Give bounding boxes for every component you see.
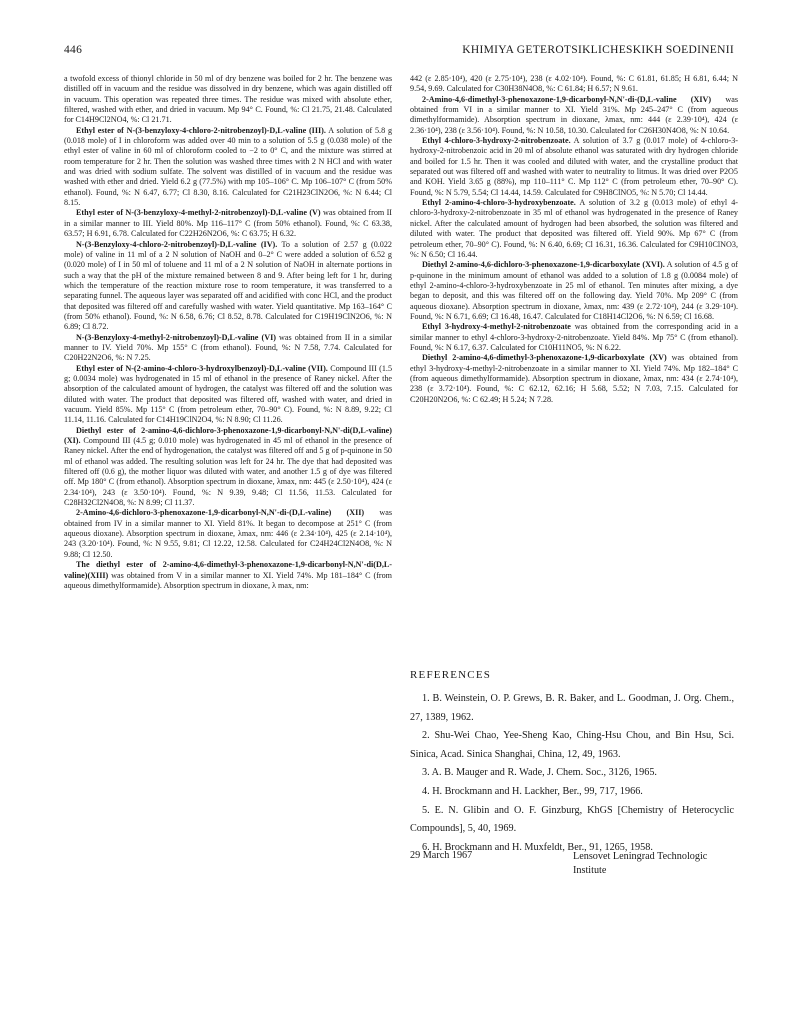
- paragraph-text: was obtained from II in a similar manner to IV. Yield 70%. Mp 155° C (from ethanol). Found, %: N 7.58, 7.74. Calculated for C20H22N2O6, %: N 7.25.: [64, 332, 392, 363]
- paragraph-text: To a solution of 2.57 g (0.022 mole) of valine in 11 ml of a 2 N solution of NaOH and 0–2° C were added a solution of 6.52 g (0.020 mole) of I in 50 ml of toluene and 11 ml of a 2 N solution of NaOH in alternate portions in such a way that the pH of the mixture remained between 8 and 9. After being left for 1 hr, during which the temperature of the reaction mixture rose to room temperature, it was transferred to a separating funnel. The aqueous layer was separated off and acidified with conc HCl, and the product that deposited was filtered off and carefully washed with water. Yield quantitative. Mp 163–164° C (from 50% ethanol). Found, %: N 6.58, 6.76; Cl 8.52, 8.78. Calculated for C19H19ClN2O6, %: N 6.89; Cl 8.72.: [64, 239, 392, 332]
- reference-item: 1. B. Weinstein, O. P. Grews, B. R. Baker, and L. Goodman, J. Org. Chem., 27, 1389, 1962.: [410, 693, 734, 723]
- reference-item: 2. Shu-Wei Chao, Yee-Sheng Kao, Ching-Hsu Chou, and Bin Hsu, Sci. Sinica, Acad. Sinica Shanghai, China, 12, 49, 1963.: [410, 730, 734, 760]
- paragraph: [64, 208, 392, 239]
- paragraph: [64, 74, 392, 126]
- paragraph-text: was obtained from IV in a similar manner to XI. Yield 81%. It began to decompose at 251° C (from aqueous dioxane). Absorption spectrum in dioxane, λmax, nm: 446 (ε 2.34·10⁴), 425 (ε 2.14·10⁴), 243 (3.20·10⁴). Found, %: N 9.55, 9.81; Cl 12.22, 12.58. Calculated for C24H24Cl2N4O8, %: N 9.88; Cl 12.50.: [64, 508, 392, 559]
- paragraph: [410, 353, 738, 405]
- paragraph-heading: Diethyl 2-amino-4,6-dichloro-3-phenoxazone-1,9-dicarboxylate (XVI).: [422, 260, 665, 270]
- paragraph-heading: Ethyl ester of N-(3-benzyloxy-4-methyl-2-nitrobenzoyl)-D,L-valine (V): [76, 208, 321, 218]
- paragraph-text: A solution of 4.5 g of p-quinone in the minimum amount of ethanol was added to a solution of 1.8 g (0.0084 mole) of ethyl 2-amino-4-chloro-3-hydroxybenzoate in 25 ml of ethanol. Ten minutes after mixing, a dye began to deposit, and this was filtered off on the following day. Yield 70%. Mp 209° C (from aqueous dioxane). Absorption spectrum in dioxane, λmax, nm: 439 (ε 2.72·10⁴), 244 (ε 3.29·10⁴). Found, %: N 6.71, 6.69; Cl 16.48, 16.47. Calculated for C18H14Cl2O6, %: N 6.59; Cl 16.68.: [410, 260, 738, 321]
- reference-item: 3. A. B. Mauger and R. Wade, J. Chem. Soc., 3126, 1965.: [422, 767, 657, 779]
- paragraph: [64, 240, 392, 333]
- references-list: [410, 690, 734, 857]
- paragraph: [410, 198, 738, 260]
- paragraph-text: was obtained from VI in a similar manner to XI. Yield 31%. Mp 245–247° C (from aqueous dimethylformamide). Absorption spectrum in dioxane, λmax, nm: 444 (ε 2.39·10⁴), 424 (ε 2.36·10⁴), 238 (ε 3.56·10⁴). Found, %: N 10.58, 10.30. Calculated for C26H30N4O8, %: N 10.64.: [410, 94, 738, 135]
- journal-title: KHIMIYA GETEROTSIKLICHESKIKH SOEDINENII: [462, 44, 734, 56]
- page-header: [64, 44, 734, 60]
- paragraph: [64, 508, 392, 560]
- paragraph-heading: 2-Amino-4,6-dimethyl-3-phenoxazone-1,9-dicarbonyl-N,N'-di-(D,L-valine (XIV): [422, 94, 712, 104]
- reference-item: 4. H. Brockmann and H. Lackher, Ber., 99, 717, 1966.: [422, 785, 643, 797]
- right-column: [410, 74, 738, 405]
- paragraph-text: A solution of 3.7 g (0.017 mole) of 4-chloro-3-hydroxy-2-nitrobenzoic acid in 20 ml of absolute ethanol was saturated with dry hydrogen chloride and boiled for 1.5 hr. Then it was cooled and diluted with water, and the crystalline product that separated out was filtered off and washed with water to neutrality to litmus. It was dried over P2O5 and KOH. Yield 3.65 g (88%), mp 110–111° C. Mp 112° C (from petroleum ether, 70–90° C). Found, %: N 5.79, 5.54; Cl 14.44, 14.59. Calculated for C9H8ClNO5, %: N 5.70; Cl 14.44.: [410, 136, 738, 197]
- paragraph-heading: Diethyl ester of 2-amino-4,6-dichloro-3-phenoxazone-1,9-dicarbonyl-N,N'-di(D,L-valine) (XI).: [64, 425, 392, 446]
- paragraph-text: A solution of 5.8 g (0.018 mole) of I in chloroform was added over 40 min to a solution of 5.5 g (0.038 mole) of the ethyl ester of valine in 60 ml of chloroform cooled to −2 to 0° C, and the mixture was stirred at room temperature for 2 hr. Then the solution was washed three times with 2 N HCl and with water and was dried with sodium sulfate. The solvent was distilled of in vacuum and the residue was washed with ether and dried. Yield 6.2 g (77.5%) with mp 105–106° C. Mp 106–107° C (from 50% ethanol). Found, %: N 6.47, 6.77; Cl 8.30, 8.16. Calculated for C21H23ClN2O6, %: N 6.44; Cl 8.15.: [64, 125, 393, 208]
- references-heading: REFERENCES: [410, 669, 492, 681]
- institute-affiliation: Lensovet Leningrad Technologic Institute: [573, 851, 708, 876]
- paragraph-heading: Ethyl 2-amino-4-chloro-3-hydroxybenzoate.: [422, 198, 576, 208]
- paragraph: [410, 136, 738, 198]
- paragraph: [410, 322, 738, 353]
- paragraph-text: a twofold excess of thionyl chloride in 50 ml of dry benzene was boiled for 2 hr. The benzene was distilled off in vacuum and the residue was dissolved in dry benzene, which was again distilled off in vacuum. This operation was repeated three times. The residue was mixed with absolute ether, filtered, washed with ether, and dried in vacuum. Mp 94° C. Found, %: Cl 21.75, 21.48. Calculated for C14H9Cl2NO4, %: Cl 21.71.: [64, 74, 392, 125]
- paragraph: [64, 333, 392, 364]
- paragraph: [410, 260, 738, 322]
- reference-item: 5. E. N. Glibin and O. F. Ginzburg, KhGS [Chemistry of Heterocyclic Compounds], 5, 40, 1969.: [410, 804, 734, 835]
- paragraph: [64, 126, 392, 209]
- paragraph: [410, 95, 738, 136]
- paragraph-heading: The diethyl ester of 2-amino-4,6-dimethyl-3-phenoxazone-1,9-dicarbonyl-N,N'-di(D,L-valine)(XIII): [64, 560, 392, 580]
- paragraph-heading: Ethyl 4-chloro-3-hydroxy-2-nitrobenzoate.: [422, 136, 571, 146]
- received-date: 29 March 1967: [410, 850, 473, 861]
- paragraph: [64, 364, 392, 426]
- paragraph-text: was obtained from ethyl 3-hydroxy-4-methyl-2-nitrobenzoate in a similar manner to XI. Yield 74%. Mp 182–184° C (from aqueous dimethylformamide). Absorption spectrum in dioxane, λmax, nm: 434 (ε 2.74·10⁴), 238 (ε 3.72·10⁴). Found, %: C 62.12, 62.16; H 5.68, 5.52; N 7.03, 7.15. Calculated for C20H20N2O6, %: C 62.49; H 5.24; N 7.28.: [410, 353, 738, 404]
- paragraph-text: A solution of 3.2 g (0.013 mole) of ethyl 4-chloro-3-hydroxy-2-nitrobenzoate in 35 ml of ethanol was hydrogenated in the presence of Raney nickel. After the calculated amount of hydrogen had been absorbed, the solution was filtered and diluted with water. The product that deposited was filtered off. Yield 90%. Mp 67° C (from petroleum ether, 70–90° C). Found, %: N 6.40, 6.69; Cl 16.31, 16.36. Calculated for C9H10ClNO3, %: N 6.50; Cl 16.44.: [410, 198, 738, 259]
- left-column: [64, 74, 392, 591]
- paragraph-heading: Ethyl ester of N-(3-benzyloxy-4-chloro-2-nitrobenzoyl)-D,L-valine (III).: [76, 125, 326, 135]
- paragraph-heading: 2-Amino-4,6-dichloro-3-phenoxazone-1,9-dicarbonyl-N,N'-di-(D,L-valine) (XII): [76, 508, 365, 518]
- paragraph: [64, 426, 392, 509]
- page-number: 446: [64, 44, 83, 56]
- paragraph-text: 442 (ε 2.85·10⁴), 420 (ε 2.75·10⁴), 238 (ε 4.02·10⁴). Found, %: C 61.81, 61.85; H 6.81, 6.44; N 9.54, 9.69. Calculated for C30H38N4O8, %: C 61.84; H 6.57; N 9.61.: [410, 74, 738, 94]
- paragraph-heading: N-(3-Benzyloxy-4-methyl-2-nitrobenzoyl)-D,L-valine (VI): [76, 332, 276, 342]
- paragraph-text: was obtained from V in a similar manner to XI. Yield 74%. Mp 181–184° C (from aqueous dimethylformamide). Absorption spectrum in dioxane, λ max, nm:: [64, 570, 392, 590]
- paragraph-heading: Ethyl ester of N-(2-amino-4-chloro-3-hydroxylbenzoyl)-D,L-valine (VII).: [76, 363, 328, 373]
- paragraph-text: was obtained from II in a similar manner to III. Yield 80%. Mp 116–117° C (from 50% ethanol). Found, %: C 63.38, 63.57; H 6.91, 6.78. Calculated for C22H26N2O6, %: C 63.75; H 6.32.: [64, 208, 392, 239]
- paragraph-heading: N-(3-Benzyloxy-4-chloro-2-nitrobenzoyl)-D,L-valine (IV).: [76, 239, 278, 249]
- paragraph-heading: Diethyl 2-amino-4,6-dimethyl-3-phenoxazone-1,9-dicarboxylate (XV): [422, 353, 667, 363]
- paragraph-text: Compound III (4.5 g; 0.010 mole) was hydrogenated in 45 ml of ethanol in the presence of Raney nickel. After the end of hydrogenation, the catalyst was filtered off and 5 g of p-quinone in 50 ml of ethanol was added. The resulting solution was left for 24 hr. The dye that had deposited was filtered off (0.6 g), the mother liquor was diluted with water, and another 1.5 g of dye was filtered off. Mp 180° C (from ethanol). Absorption spectrum in dioxane, λmax, nm: 445 (ε 2.50·10⁴), 424 (ε 2.34·10⁴), 243 (ε 3.50·10⁴). Found, %: N 9.39, 9.48; Cl 11.56, 11.53. Calculated for C28H32Cl2N4O8, %: N 8.99; Cl 11.37.: [64, 436, 392, 508]
- paragraph-heading: Ethyl 3-hydroxy-4-methyl-2-nitrobenzoate: [422, 322, 571, 332]
- paragraph-text: was obtained from the corresponding acid in a similar manner to ethyl 4-chloro-3-hydroxy-2-nitrobenzoate. Yield 84%. Mp 75° C (from ethanol). Found, %: N 6.17, 6.37. Calculated for C10H11NO5, %: N 6.22.: [410, 322, 738, 352]
- paragraph-text: Compound III (1.5 g; 0.0034 mole) was hydrogenated in 15 ml of ethanol in the presence of Raney nickel. After the absorption of the calculated amount of hydrogen, the catalyst was filtered off and the solution was diluted with water. The product that deposited was filtered off, washed with water, and dried in vacuum. Yield 85%. Mp 115° C (from petroleum ether, 70–90° C). Found, %: N 8.89, 9.22; Cl 11.14, 11.16. Calculated for C14H19ClN2O4, %: N 8.90; Cl 11.26.: [64, 363, 393, 425]
- paragraph: [410, 74, 738, 95]
- paragraph: [64, 560, 392, 591]
- reference-item: 6. H. Brockmann and H. Muxfeldt, Ber., 91, 1265, 1958.: [422, 841, 653, 853]
